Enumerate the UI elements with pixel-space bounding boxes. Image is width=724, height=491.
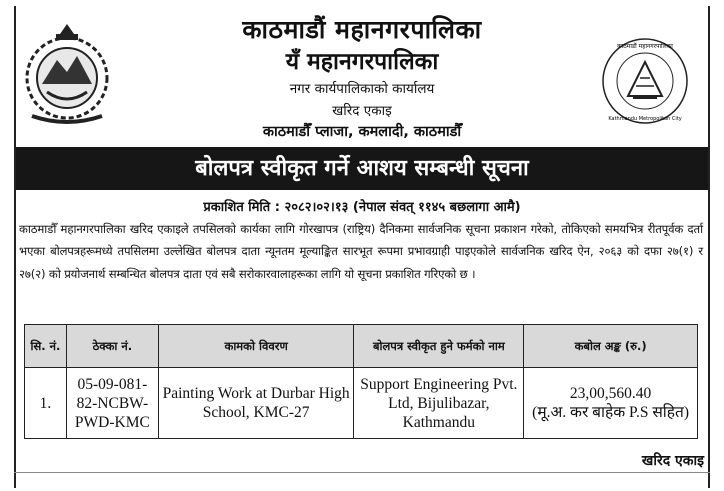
amount-value: 23,00,560.40 xyxy=(569,385,652,402)
cell-amount xyxy=(524,368,698,439)
col-header-sn: सि. नं. xyxy=(25,325,67,368)
col-header-amount: कबोल अङ्क (रु.) xyxy=(524,325,698,368)
table-header-row xyxy=(25,325,698,368)
published-date: प्रकाशित मिति : २०८२।०२।१३ (नेपाल संवत् ११४५ बछलागा आमै) xyxy=(203,200,521,215)
org-title: काठमाडौं महानगरपालिका xyxy=(242,15,482,44)
col-header-contract: ठेक्का नं. xyxy=(66,325,158,368)
svg-text:Kathmandu Metropolitan City: Kathmandu Metropolitan City xyxy=(608,116,682,122)
col-header-firm: बोलपत्र स्वीकृत हुने फर्मको नाम xyxy=(354,325,524,368)
cell-work: Painting Work at Durbar High School, KMC-27 xyxy=(158,368,354,439)
notice-body: काठमाडौँ महानगरपालिका खरिद एकाइले तपसिलको कार्यका लागि गोरखापत्र (राष्ट्रिय) दैनिकमा सार्वजनिक सूचना प्रकाशन गरेको, तोकिएको समयभित्र रीतपूर्वक दर्ता भएका बोलपत्रहरूमध्ये तपसिलमा उल्लेखित बोलपत्र दाता न्यूनतम मूल्याङ्कित सारभूत रूपमा प्रभावग्राही पाइएकोले सार्वजनिक खरिद ऐन, २०६३ को दफा २७(१) र २७(२) को प्रयोजनार्थ सम्बन्धित बोलपत्र दाता एवं सबै सरोकारवालाहरूका लागि यो सूचना प्रकाशित गरिएको छ । xyxy=(19,222,703,281)
cell-firm: Support Engineering Pvt. Ltd, Bijulibazar, Kathmandu xyxy=(354,368,524,439)
section-name: खरिद एकाइ xyxy=(332,103,392,119)
award-table xyxy=(24,324,698,439)
office-name: नगर कार्यपालिकाको कार्यालय xyxy=(289,81,435,97)
cell-contract: 05-09-081-82-NCBW-PWD-KMC xyxy=(66,368,158,439)
footer-divider xyxy=(14,472,710,473)
notice-title-banner: बोलपत्र स्वीकृत गर्ने आशय सम्बन्धी सूचना xyxy=(16,147,708,190)
amount-note: (मू.अ. कर बाहेक P.S सहित) xyxy=(532,404,690,421)
cell-sn: 1. xyxy=(25,368,67,439)
footer-signature: खरिद एकाइ xyxy=(641,453,704,469)
office-address: काठमाडौँ प्लाजा, कमलादी, काठमाडौँ xyxy=(262,124,462,140)
table-row xyxy=(25,368,698,439)
col-header-work: कामको विवरण xyxy=(158,325,354,368)
svg-text:काठमाडौं महानगरपालिका: काठमाडौं महानगरपालिका xyxy=(617,43,673,50)
org-title-calligraphy: यँ महानगरपालिका xyxy=(285,48,439,75)
